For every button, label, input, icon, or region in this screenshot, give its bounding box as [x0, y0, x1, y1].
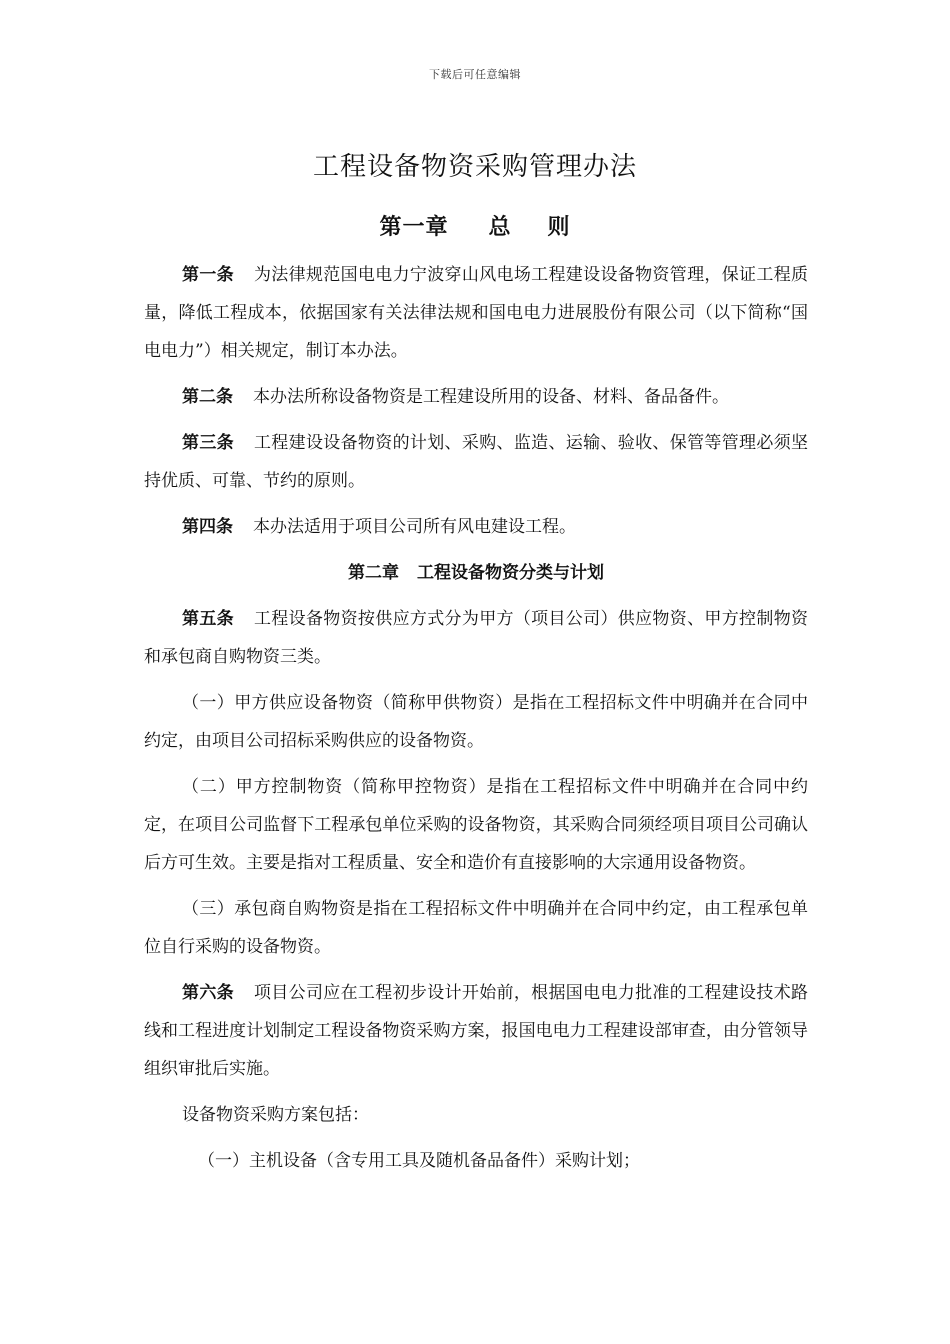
- article-5: [144, 600, 808, 676]
- article-5-item-3: （三）承包商自购物资是指在工程招标文件中明确并在合同中约定，由工程承包单位自行采购的设备物资。: [144, 899, 808, 957]
- article-4: [144, 508, 808, 546]
- article-3: [144, 424, 808, 500]
- page-header: 下载后可任意编辑: [429, 68, 521, 81]
- article-6-text: 项目公司应在工程初步设计开始前，根据国电电力批准的工程建设技术路线和工程进度计划制定工程设备物资采购方案，报国电电力工程建设部审查，由分管领导组织审批后实施。: [144, 983, 809, 1079]
- plan-intro: 设备物资采购方案包括：: [182, 1105, 369, 1125]
- chapter-1-heading: [0, 210, 950, 241]
- article-2-text: 本办法所称设备物资是工程建设所用的设备、材料、备品备件。: [253, 387, 729, 407]
- article-3-label: 第三条: [182, 433, 234, 453]
- article-4-text: 本办法适用于项目公司所有风电建设工程。: [253, 517, 576, 537]
- chapter-1-word-1: 总: [488, 214, 512, 240]
- article-6-label: 第六条: [182, 983, 234, 1003]
- article-1-label: 第一条: [182, 265, 234, 285]
- document-body: [144, 256, 808, 1180]
- chapter-2-heading: [144, 554, 808, 592]
- article-6: [144, 974, 808, 1088]
- plan-item-1: （一）主机设备（含专用工具及随机备品备件）采购计划；: [198, 1151, 640, 1171]
- article-5-text: 工程设备物资按供应方式分为甲方（项目公司）供应物资、甲方控制物资和承包商自购物资三类。: [144, 609, 809, 667]
- article-1-text: 为法律规范国电电力宁波穿山风电场工程建设设备物资管理，保证工程质量，降低工程成本，依据国家有关法律法规和国电电力进展股份有限公司（以下简称“国电电力”）相关规定，制订本办法。: [144, 265, 809, 361]
- article-2-label: 第二条: [182, 387, 233, 407]
- article-5-item-2: （二）甲方控制物资（简称甲控物资）是指在工程招标文件中明确并在合同中约定，在项目公司监督下工程承包单位采购的设备物资，其采购合同须经项目项目公司确认后方可生效。主要是指对工程质量、安全和造价有直接影响的大宗通用设备物资。: [144, 777, 808, 873]
- chapter-1-label: 第一章: [379, 214, 449, 240]
- document-title: 工程设备物资采购管理办法: [312, 152, 637, 182]
- article-1: [144, 256, 808, 370]
- article-2: [144, 378, 808, 416]
- article-5-label: 第五条: [182, 609, 234, 629]
- article-3-text: 工程建设设备物资的计划、采购、监造、运输、验收、保管等管理必须坚持优质、可靠、节约的原则。: [144, 433, 809, 491]
- article-4-label: 第四条: [182, 517, 233, 537]
- chapter-2-label: 第二章: [348, 563, 399, 583]
- article-5-item-1: （一）甲方供应设备物资（简称甲供物资）是指在工程招标文件中明确并在合同中约定，由项目公司招标采购供应的设备物资。: [144, 693, 808, 751]
- chapter-1-word-2: 则: [547, 214, 571, 240]
- chapter-2-name: 工程设备物资分类与计划: [417, 563, 604, 583]
